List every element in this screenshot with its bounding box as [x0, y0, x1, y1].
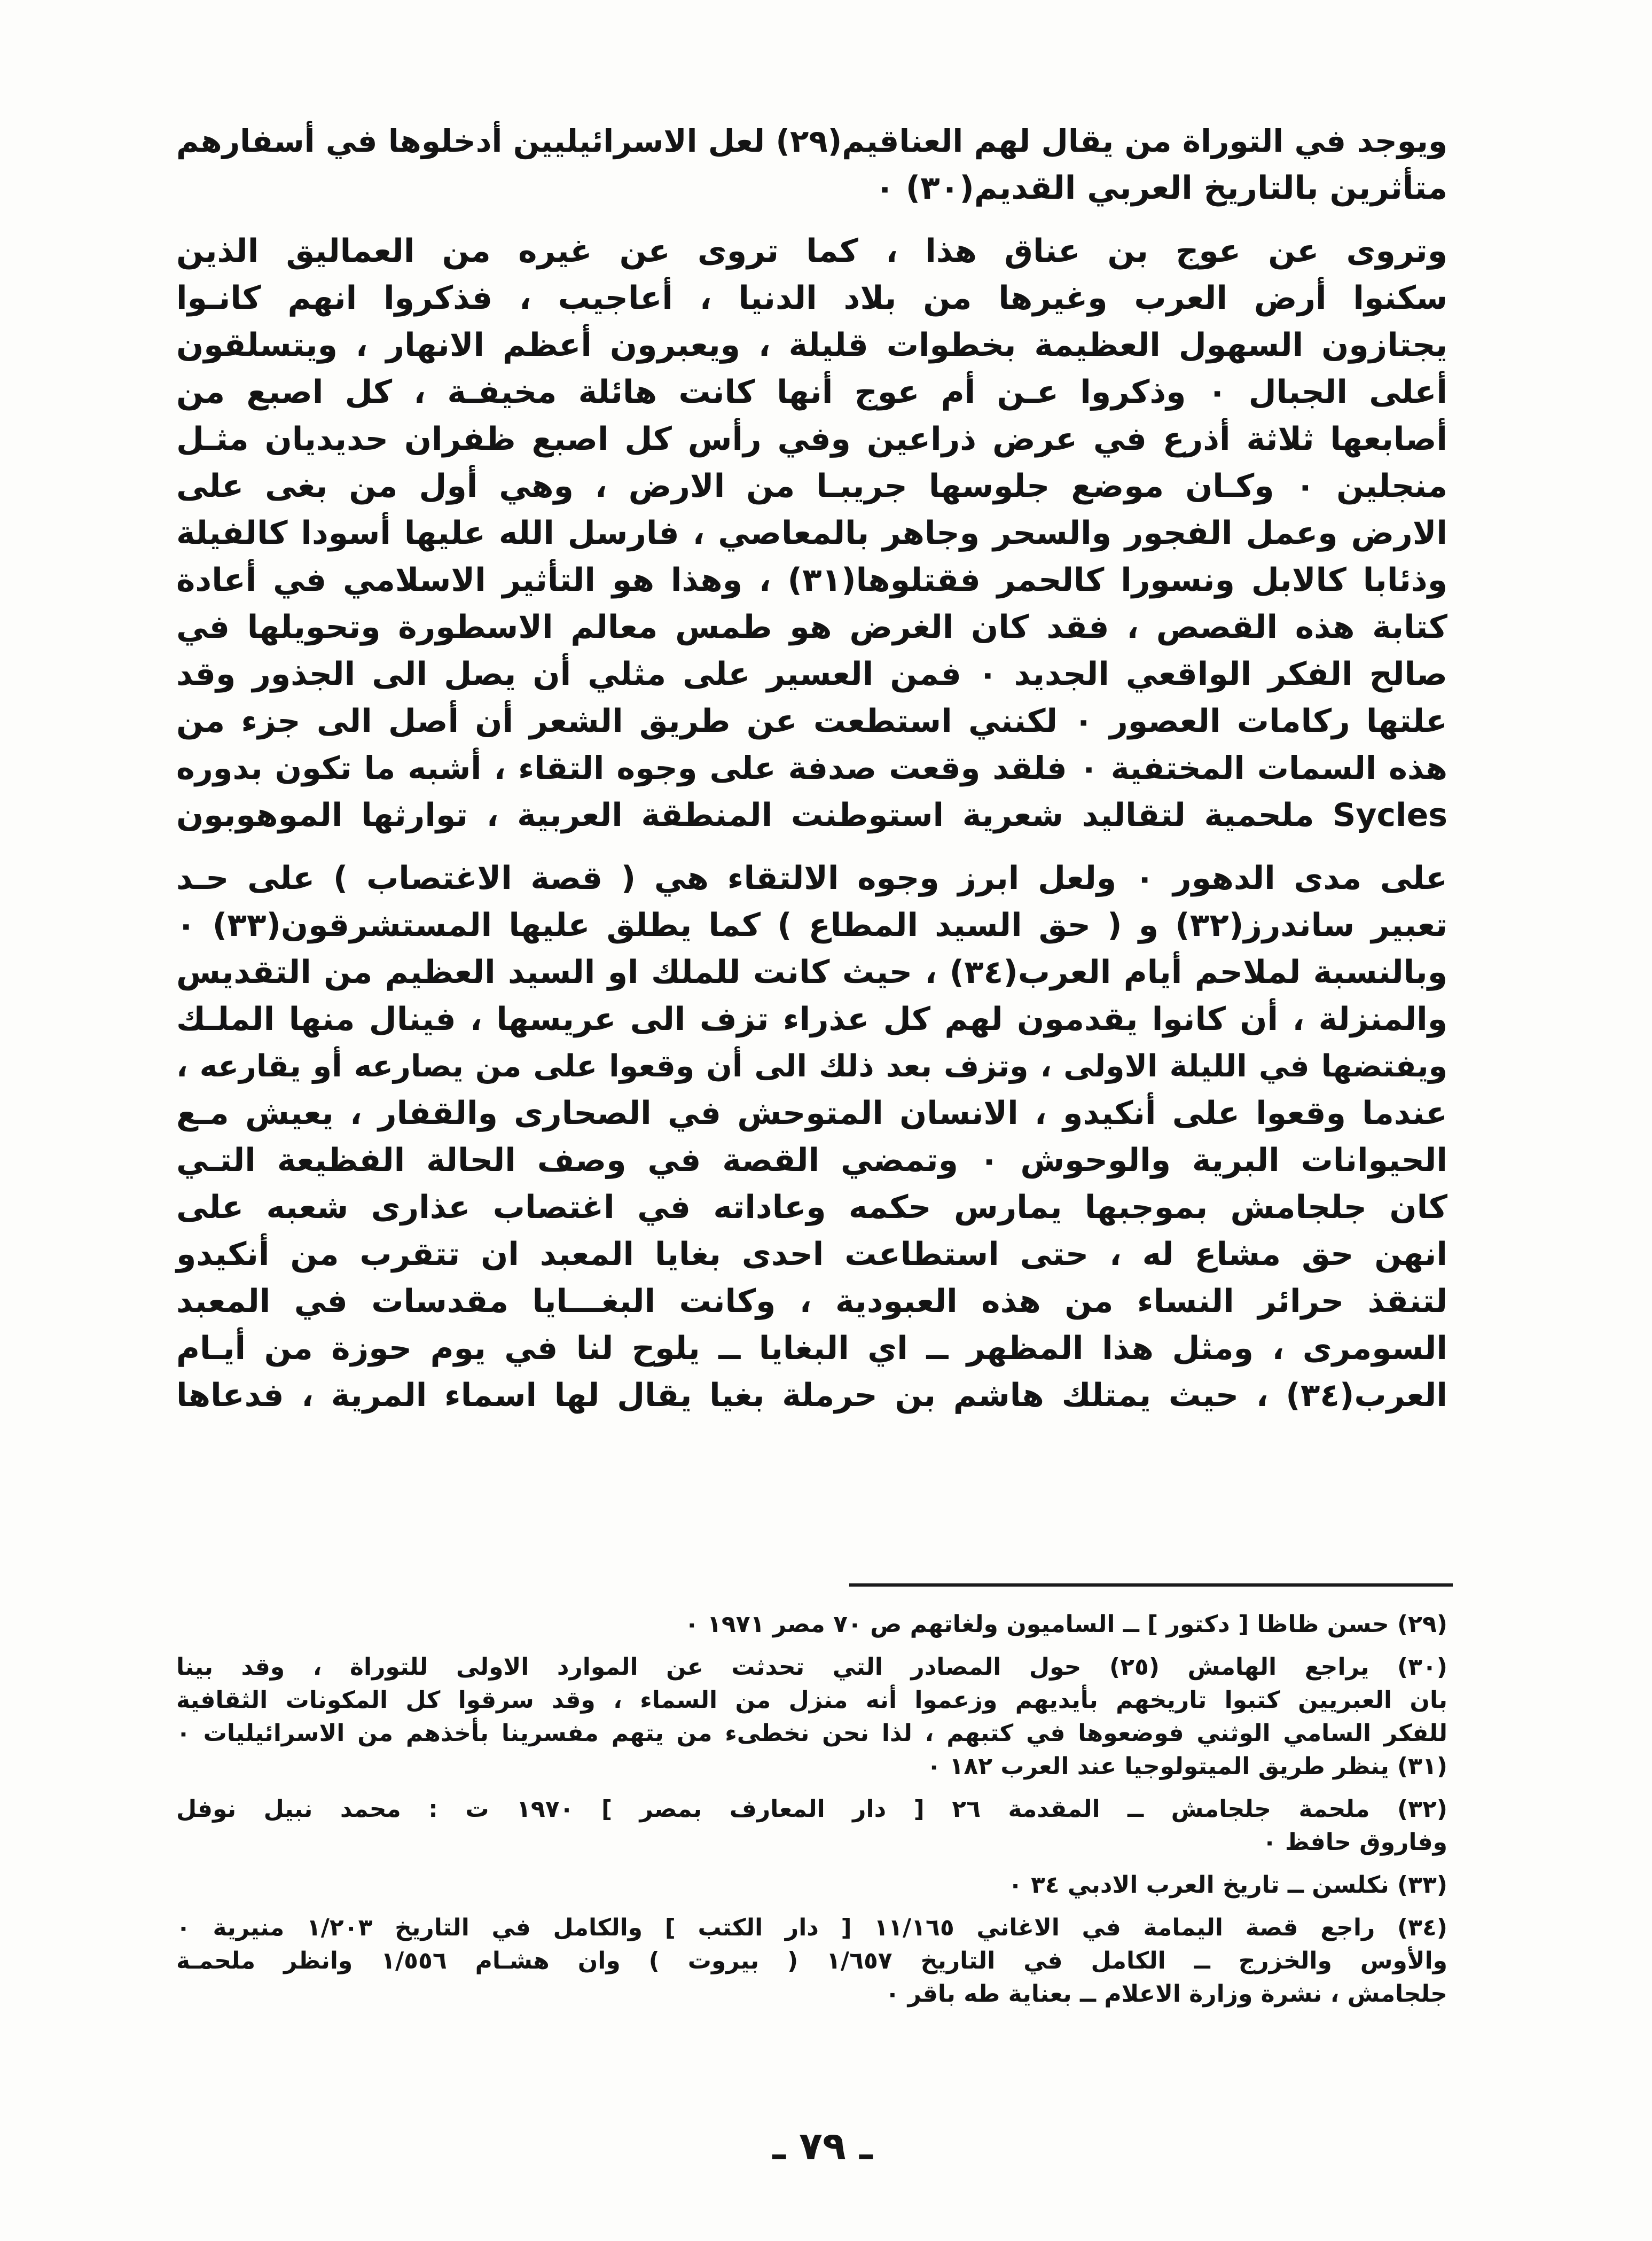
- body-line: على مدى الدهور ٠ ولعل ابرز وجوه الالتقاء هي ( قصة الاغتصاب ) على حـد: [176, 860, 1447, 897]
- footnote-29: (٢٩) حسن ظاظا [ دكتور ] ــ الساميون ولغاتهم ص ٧٠ مصر ١٩٧١ ٠: [684, 1611, 1447, 1638]
- body-line: منجلين ٠ وكـان موضع جلوسها جريبـا من الارض ، وهي أول من بغى على: [176, 467, 1448, 505]
- body-line: الحيوانات البرية والوحوش ٠ وتمضي القصة في وصف الحالة الفظيعة التـي: [176, 1142, 1447, 1179]
- body-line: متأثرين بالتاريخ العربي القديم(٣٠) ٠: [875, 169, 1447, 207]
- footnote-30-cont: للفكر السامي الوثني فوضعوها في كتبهم ، لذا نحن نخطىء من يتهم مفسرينا بأخذهم من الاسرائيليات ٠: [176, 1720, 1447, 1747]
- body-line: الارض وعمل الفجور والسحر وجاهر بالمعاصي ، فارسل الله عليها أسودا كالفيلة: [176, 514, 1447, 552]
- footnote-34-cont: جلجامش ، نشرة وزارة الاعلام ــ بعناية طه باقر ٠: [885, 1980, 1447, 2008]
- footnote-32-cont: وفاروق حافظ ٠: [1262, 1829, 1447, 1856]
- body-line: والمنزلة ، أن كانوا يقدمون لهم كل عذراء تزف الى عريسها ، فينال منها الملـك: [176, 1001, 1447, 1038]
- footnote-30: (٣٠) يراجع الهامش (٢٥) حول المصادر التي تحدثت عن الموارد الاولى للتوراة ، وقد بينا: [176, 1653, 1447, 1681]
- body-line: ويوجد في التوراة من يقال لهم العناقيم(٢٩) لعل الاسرائيليين أدخلوها في أسفارهم: [176, 123, 1447, 159]
- body-line: أعلى الجبال ٠ وذكروا عـن أم عوج أنها كانت هائلة مخيفـة ، كل اصبع من: [176, 373, 1448, 411]
- footnote-gap: [176, 1641, 1447, 1651]
- footnote-31: (٣١) ينظر طريق الميتولوجيا عند العرب ١٨٢ ٠: [927, 1753, 1447, 1780]
- footnote-34-cont: والأوس والخزرج ــ الكامل في التاريخ ١/٦٥٧ ( بيروت ) وان هشـام ١/٥٥٦ وانظر ملحمـة: [176, 1947, 1448, 1974]
- body-line: كتابة هذه القصص ، فقد كان الغرض هو طمس معالم الاسطورة وتحويلها في: [176, 608, 1447, 646]
- footnote-34: (٣٤) راجع قصة اليمامة في الاغاني ١١/١٦٥ [ دار الكتب ] والكامل في التاريخ ١/٢٠٣ منيرية ٠: [176, 1914, 1447, 1941]
- body-line: عندما وقعوا على أنكيدو ، الانسان المتوحش في الصحارى والقفار ، يعيش مـع: [176, 1095, 1447, 1132]
- footnote-gap: [176, 1859, 1447, 1869]
- paragraph-gap: [176, 212, 1447, 228]
- footnotes: [176, 1608, 1447, 2011]
- body-line: وبالنسبة لملاحم أيام العرب(٣٤) ، حيث كانت للملك او السيد العظيم من التقديس: [176, 954, 1447, 991]
- footnote-33: (٣٣) نكلسن ــ تاريخ العرب الادبي ٣٤ ٠: [1008, 1871, 1447, 1899]
- body-line: صالح الفكر الواقعي الجديد ٠ فمن العسير على مثلي أن يصل الى الجذور وقد: [176, 655, 1447, 693]
- body-line: Sycles ملحمية لتقاليد شعرية استوطنت المنطقة العربية ، توارثها الموهوبون: [176, 797, 1447, 834]
- body-line: وذئابا كالابل ونسورا كالحمر فقتلوها(٣١) ، وهذا هو التأثير الاسلامي في أعادة: [176, 561, 1447, 599]
- footnote-gap: [176, 1783, 1447, 1793]
- body-text: [176, 118, 1447, 1419]
- body-line: انهن حق مشاع له ، حتى استطاعت احدى بغايا المعبد ان تتقرب من أنكيدو: [176, 1236, 1447, 1273]
- body-line: أصابعها ثلاثة أذرع في عرض ذراعين وفي رأس كل اصبع ظفران حديديان مثـل: [176, 420, 1447, 458]
- footnote-gap: [176, 1902, 1447, 1911]
- body-line: يجتازون السهول العظيمة بخطوات قليلة ، ويعبرون أعظم الانهار ، ويتسلقون: [176, 326, 1447, 364]
- page-number: ـ ٧٩ ـ: [772, 2123, 873, 2168]
- body-line: ويفتضها في الليلة الاولى ، وتزف بعد ذلك الى أن وقعوا على من يصارعه أو يقارعه ،: [176, 1049, 1447, 1084]
- paragraph-gap: [176, 839, 1447, 855]
- footnote-divider: [849, 1583, 1453, 1587]
- body-line: لتنقذ حرائر النساء من هذه العبودية ، وكانت البغـــايا مقدسات في المعبد: [176, 1283, 1447, 1320]
- body-line: العرب(٣٤) ، حيث يمتلك هاشم بن حرملة بغيا يقال لها اسماء المرية ، فدعاها: [176, 1377, 1447, 1414]
- body-line: علتها ركامات العصور ٠ لكنني استطعت عن طريق الشعر أن أصل الى جزء من: [176, 702, 1448, 740]
- body-line: هذه السمات المختفية ٠ فلقد وقعت صدفة على وجوه التقاء ، أشبه ما تكون بدوره: [176, 749, 1447, 786]
- body-line: تعبير ساندرز(٣٢) و ( حق السيد المطاع ) كما يطلق عليها المستشرقون(٣٣) ٠: [176, 907, 1447, 944]
- footnote-30-cont: بان العبريين كتبوا تاريخهم بأيديهم وزعموا أنه منزل من السماء ، وقد سرقوا كل المكونات الثقافية: [176, 1686, 1447, 1714]
- body-line: كان جلجامش بموجبها يمارس حكمه وعاداته في اغتصاب عذارى شعبه على: [176, 1189, 1447, 1226]
- footnote-32: (٣٢) ملحمة جلجامش ــ المقدمة ٢٦ [ دار المعارف بمصر ] ١٩٧٠ ت : محمد نبيل نوفل: [176, 1795, 1447, 1823]
- body-line: سكنوا أرض العرب وغيرها من بلاد الدنيا ، أعاجيب ، فذكروا انهم كانـوا: [176, 279, 1447, 317]
- body-line: السومرى ، ومثل هذا المظهر ــ اي البغايا ــ يلوح لنا في يوم حوزة من أيـام: [176, 1330, 1447, 1367]
- body-line: وتروى عن عوج بن عناق هذا ، كما تروى عن غيره من العماليق الذين: [176, 232, 1447, 270]
